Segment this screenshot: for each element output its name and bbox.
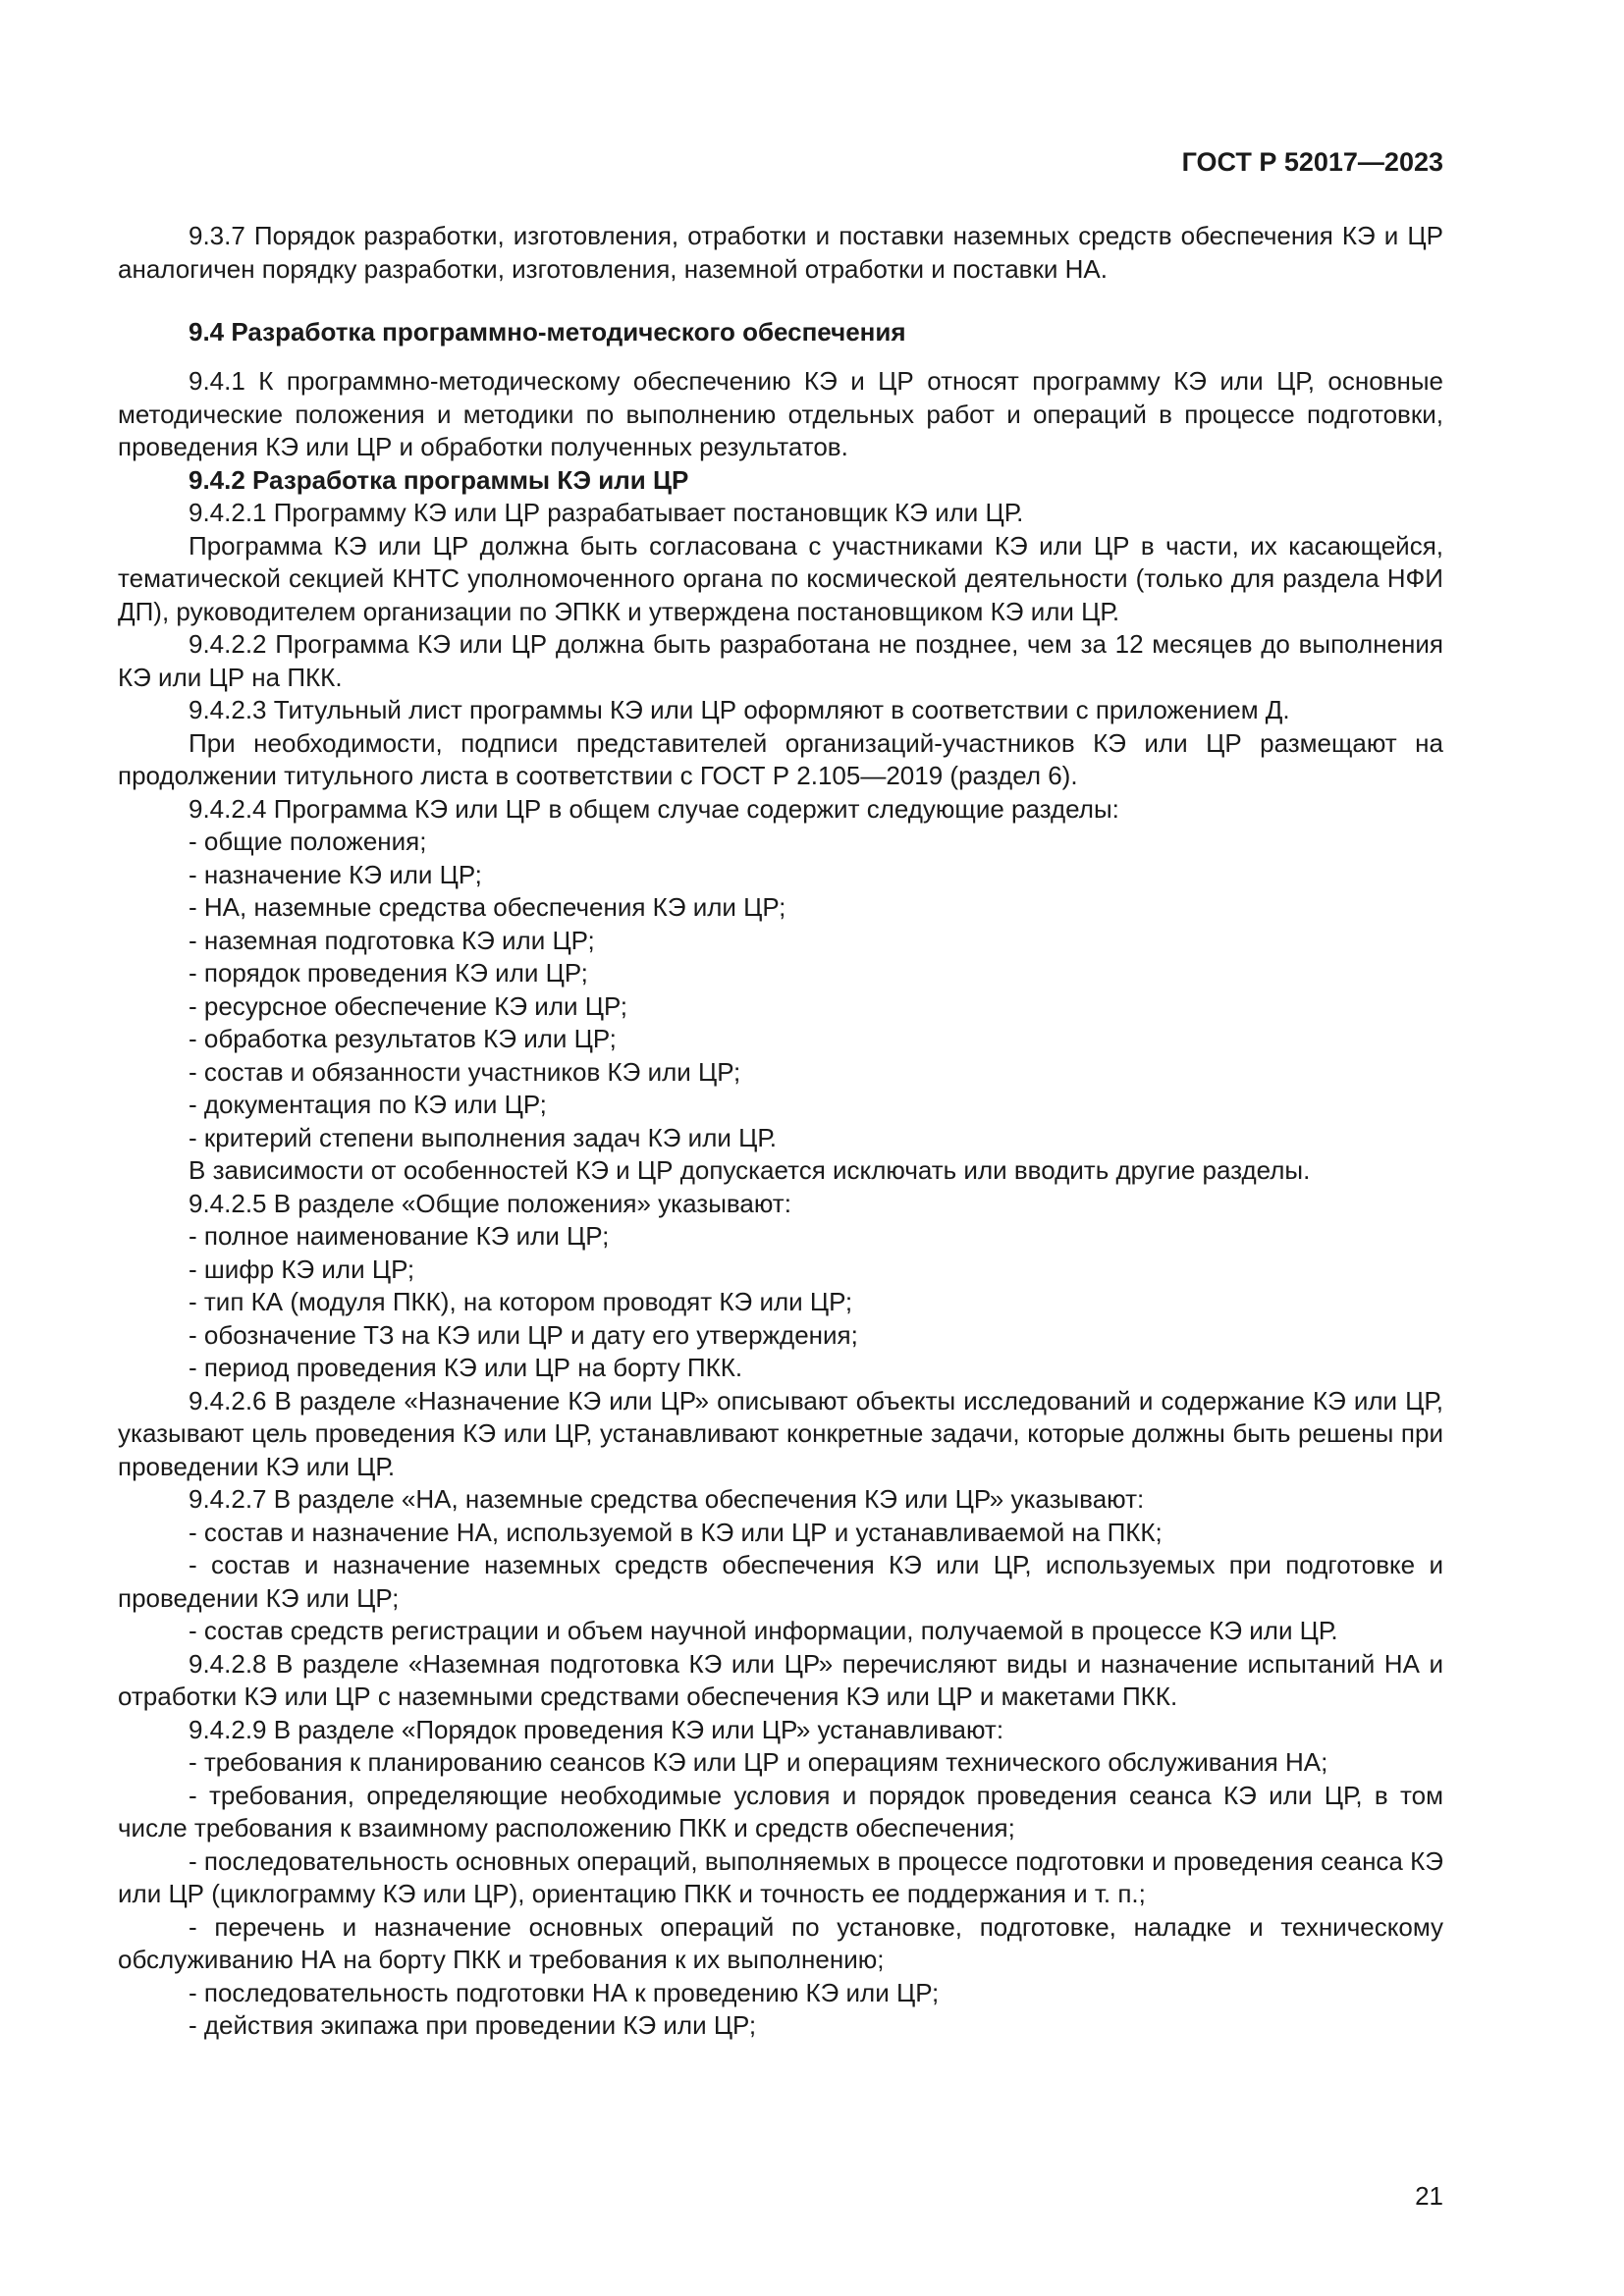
list-item: - назначение КЭ или ЦР; (189, 859, 482, 889)
paragraph-9-4-2-1: 9.4.2.1 Программу КЭ или ЦР разрабатывает постановщик КЭ или ЦР. (189, 498, 1024, 527)
list-item: - действия экипажа при проведении КЭ или ЦР; (189, 2010, 757, 2040)
section-9-4-body (118, 365, 1443, 2043)
list-item: - НА, наземные средства обеспечения КЭ или ЦР; (189, 892, 786, 922)
list-item: - последовательность подготовки НА к проведению КЭ или ЦР; (189, 1977, 940, 2007)
list-item: - требования, определяющие необходимые условия и порядок проведения сеанса КЭ или ЦР, в том числе требования к взаимному расположению ПКК и средств обеспечения; (118, 1780, 1443, 1842)
list-item: - обработка результатов КЭ или ЦР; (189, 1024, 617, 1053)
heading-9-4: 9.4 Разработка программно-методического обеспечения (189, 317, 906, 347)
paragraph-9-3-7: 9.3.7 Порядок разработки, изготовления, отработки и поставки наземных средств обеспечения КЭ и ЦР аналогичен порядку разработки, изготовления, наземной отработки и поставки НА. (118, 221, 1443, 284)
list-item: - шифр КЭ или ЦР; (189, 1254, 415, 1284)
list-item: - перечень и назначение основных операций по установке, подготовке, наладке и техническому обслуживанию НА на борту ПКК и требования к их выполнению; (118, 1911, 1443, 1974)
paragraph-9-4-2-9: 9.4.2.9 В разделе «Порядок проведения КЭ или ЦР» устанавливают: (189, 1714, 1004, 1744)
section-9-4 (118, 316, 1443, 349)
list-item: - общие положения; (189, 827, 427, 856)
heading-9-4-2: 9.4.2 Разработка программы КЭ или ЦР (189, 464, 689, 495)
list-9-4-2-5 (118, 1220, 1443, 1385)
list-item: - последовательность основных операций, выполняемых в процессе подготовки и проведения сеанса КЭ или ЦР (циклограмму КЭ или ЦР), ориентацию ПКК и точность ее поддержания и т. п.; (118, 1845, 1443, 1908)
list-9-4-2-4 (118, 826, 1443, 1154)
paragraph-9-4-2-8: 9.4.2.8 В разделе «Наземная подготовка КЭ или ЦР» перечисляют виды и назначение испытаний НА и отработки КЭ или ЦР с наземными средствами обеспечения КЭ или ЦР и макетами ПКК. (118, 1648, 1443, 1711)
list-item: - наземная подготовка КЭ или ЦР; (189, 925, 595, 955)
list-item: - период проведения КЭ или ЦР на борту ПКК. (189, 1353, 743, 1382)
list-item: - состав и назначение наземных средств обеспечения КЭ или ЦР, используемых при подготовке и проведении КЭ или ЦР; (118, 1550, 1443, 1613)
paragraph-9-4-2-7: 9.4.2.7 В разделе «НА, наземные средства обеспечения КЭ или ЦР» указывают: (189, 1484, 1145, 1514)
paragraph-9-4-2-5: 9.4.2.5 В разделе «Общие положения» указывают: (189, 1188, 791, 1218)
list-item: - тип КА (модуля ПКК), на котором проводят КЭ или ЦР; (189, 1287, 853, 1316)
section-9-3-7 (118, 220, 1443, 286)
paragraph-9-4-1: 9.4.1 К программно-методическому обеспечению КЭ и ЦР относят программу КЭ или ЦР, основные методические положения и методики по выполнению отдельных работ и операций в процессе подготовки, проведения КЭ или ЦР и обработки полученных результатов. (118, 366, 1443, 461)
paragraph-9-4-2-3-signatures: При необходимости, подписи представителей организаций-участников КЭ или ЦР размещают на продолжении титульного листа в соответствии с ГОСТ Р 2.105—2019 (раздел 6). (118, 727, 1443, 790)
list-item: - состав и назначение НА, используемой в КЭ или ЦР и устанавливаемой на ПКК; (189, 1517, 1163, 1547)
list-item: - состав и обязанности участников КЭ или ЦР; (189, 1056, 741, 1087)
paragraph-9-4-2-4: 9.4.2.4 Программа КЭ или ЦР в общем случае содержит следующие разделы: (189, 793, 1119, 824)
list-item: - ресурсное обеспечение КЭ или ЦР; (189, 990, 627, 1021)
document-code: ГОСТ Р 52017—2023 (1181, 147, 1443, 177)
page-number: 21 (1415, 2181, 1443, 2211)
list-item: - документация по КЭ или ЦР; (189, 1090, 547, 1119)
list-item: - требования к планированию сеансов КЭ или ЦР и операциям технического обслуживания НА; (189, 1747, 1328, 1777)
list-item: - полное наименование КЭ или ЦР; (189, 1221, 610, 1251)
paragraph-9-4-2-6: 9.4.2.6 В разделе «Назначение КЭ или ЦР» описывают объекты исследований и содержание КЭ или ЦР, указывают цель проведения КЭ или ЦР, устанавливают конкретные задачи, которые должны быть решены при проведении КЭ или ЦР. (118, 1385, 1443, 1481)
list-item: - порядок проведения КЭ или ЦР; (189, 958, 588, 988)
list-item: - критерий степени выполнения задач КЭ или ЦР. (189, 1122, 778, 1152)
paragraph-9-4-2-4-note: В зависимости от особенностей КЭ и ЦР допускается исключать или вводить другие разделы. (189, 1155, 1311, 1185)
list-item: - состав средств регистрации и объем научной информации, получаемой в процессе КЭ или ЦР. (189, 1616, 1338, 1645)
paragraph-9-4-2-2: 9.4.2.2 Программа КЭ или ЦР должна быть разработана не позднее, чем за 12 месяцев до выполнения КЭ или ЦР на ПКК. (118, 629, 1443, 692)
paragraph-9-4-2-1-approval: Программа КЭ или ЦР должна быть согласована с участниками КЭ или ЦР в части, их касающейся, тематической секцией КНТС уполномоченного органа по космической деятельности (только для раздела НФИ ДП), руководителем организации по ЭПКК и утверждена постановщиком КЭ или ЦР. (118, 530, 1443, 626)
paragraph-9-4-2-3: 9.4.2.3 Титульный лист программы КЭ или ЦР оформляют в соответствии с приложением Д. (189, 695, 1290, 724)
list-item: - обозначение ТЗ на КЭ или ЦР и дату его утверждения; (189, 1319, 858, 1350)
